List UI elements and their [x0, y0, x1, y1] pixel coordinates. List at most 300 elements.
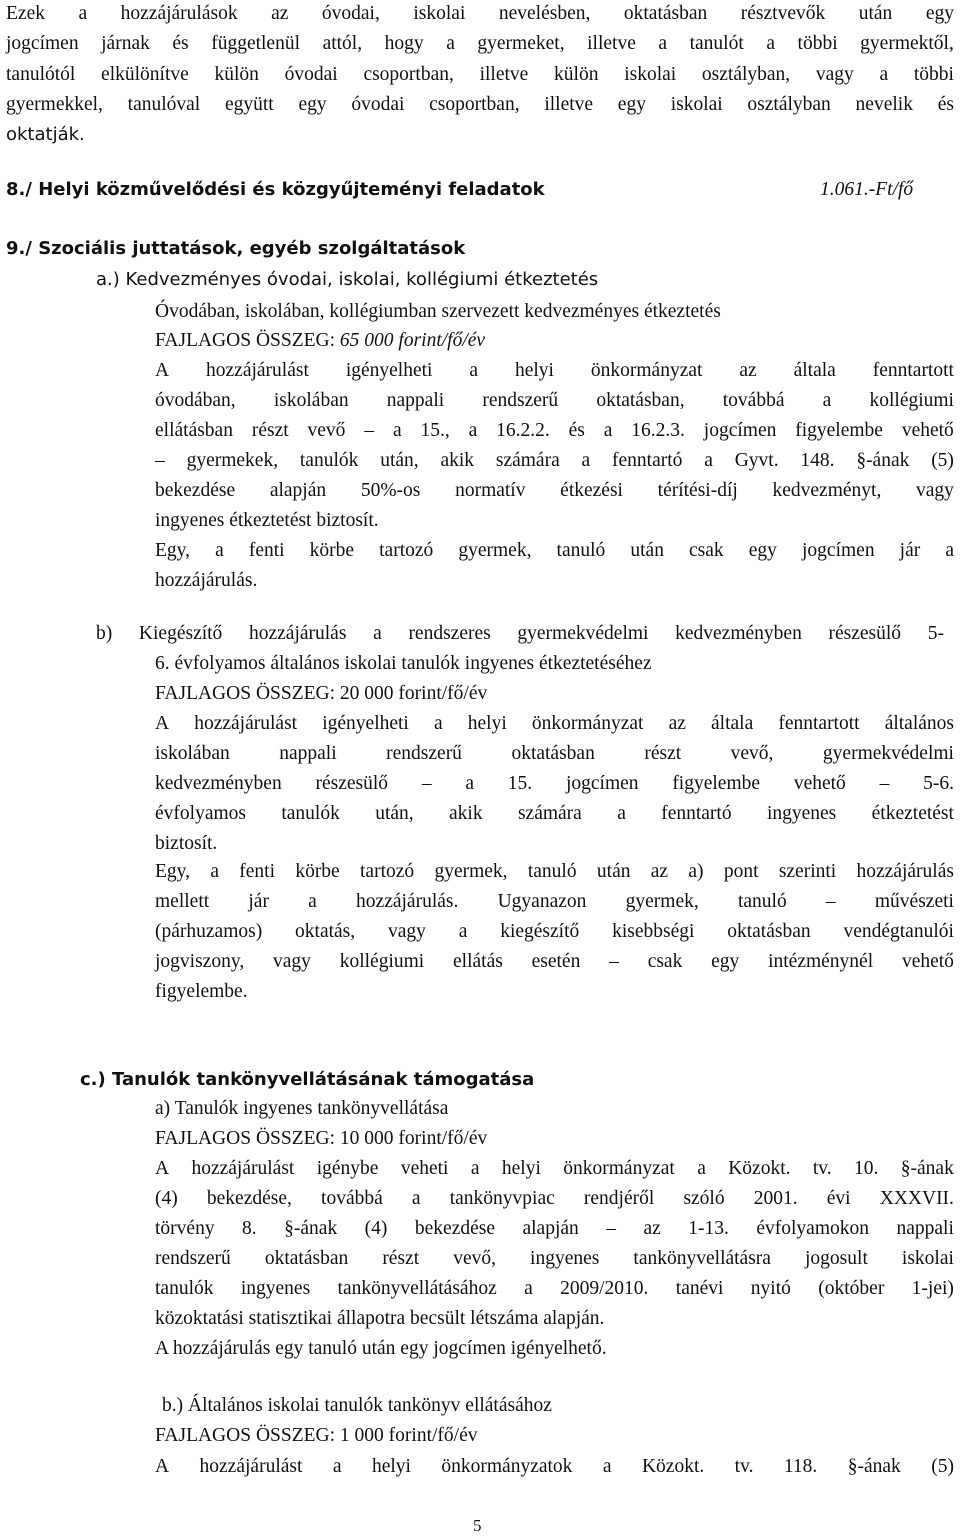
word: igénybe	[316, 1158, 379, 1179]
section-8-title: 8./ Helyi közművelődési és közgyűjteményi feladatok	[6, 179, 545, 200]
word: helyi	[371, 1456, 411, 1477]
word: a	[603, 420, 613, 441]
section-9b-para-line-10: figyelembe.	[155, 981, 248, 1002]
word: jogviszony,	[155, 951, 245, 972]
word: továbbá	[722, 390, 785, 411]
word: 5-	[927, 623, 944, 644]
word: a	[78, 3, 88, 24]
section-9a-para-line-6: ingyenes étkeztetést biztosít.	[155, 510, 379, 531]
section-9b-amount: FAJLAGOS ÖSSZEG: 20 000 forint/fő/év	[155, 683, 488, 704]
word: jár	[899, 540, 921, 561]
word: bekezdése,	[206, 1188, 292, 1209]
word: fenntartott	[872, 360, 954, 381]
word: rendszeres	[408, 623, 491, 644]
word: után	[858, 3, 893, 24]
word: esetén	[531, 951, 581, 972]
word: tartozó	[379, 540, 434, 561]
section-c-a-amount: FAJLAGOS ÖSSZEG: 10 000 forint/fő/év	[155, 1128, 488, 1149]
section-c-b-title: b.) Általános iskolai tanulók tankönyv ellátásához	[162, 1395, 552, 1416]
word: vevő	[307, 420, 346, 441]
word: (5)	[931, 1456, 954, 1477]
word: oktatásban	[511, 743, 595, 764]
word: hozzájárulás	[248, 623, 347, 644]
word: nevelésben,	[498, 3, 591, 24]
word: általános	[884, 713, 954, 734]
word: egy	[748, 540, 777, 561]
word: A	[155, 1158, 170, 1179]
word: –	[825, 891, 836, 912]
word: részt	[382, 1248, 420, 1269]
word: résztvevők	[740, 3, 826, 24]
section-9b-para-line-4	[155, 802, 954, 826]
word: tanévi	[675, 1278, 724, 1299]
section-9-title: 9./ Szociális juttatások, egyéb szolgáltatások	[6, 238, 466, 259]
word: (4)	[155, 1188, 178, 1209]
section-9b-para-line-6	[155, 860, 954, 884]
section-9a-para-line-7	[155, 539, 954, 563]
word: §-ának	[856, 450, 910, 471]
section-9a-para-line-5	[155, 479, 954, 503]
word: intézménynél	[768, 951, 874, 972]
section-8-amount: 1.061.-Ft/fő	[820, 179, 914, 200]
word: tanulótól	[6, 64, 76, 85]
word: együtt	[224, 94, 274, 115]
word: oktatásban	[264, 1248, 349, 1269]
word: 50%-os	[360, 480, 421, 501]
word: oktatásban,	[596, 390, 685, 411]
word: fenti	[239, 861, 276, 882]
section-c-b-para-line-1	[155, 1455, 954, 1479]
word: csoportban,	[429, 94, 520, 115]
section-9a-para-line-8: hozzájárulás.	[155, 570, 258, 591]
word: 16.2.3.	[631, 420, 685, 441]
word: alapján	[269, 480, 327, 501]
section-c-para-line-3	[155, 1217, 954, 1241]
word: nappali	[386, 390, 445, 411]
word: a	[373, 623, 382, 644]
word: vevő,	[730, 743, 774, 764]
word: kisebbségi	[612, 921, 695, 942]
amount-value: 65 000 forint/fő/év	[339, 330, 486, 351]
word: tankönyvellátásához	[337, 1278, 497, 1299]
word: művészeti	[874, 891, 954, 912]
word: a	[945, 540, 954, 561]
word: kiegészítő	[500, 921, 580, 942]
word: iskolai	[624, 64, 677, 85]
word: veheti	[400, 1158, 449, 1179]
word: járnak	[101, 33, 150, 54]
word: 1-13.	[688, 1218, 729, 1239]
word: 15.,	[420, 420, 450, 441]
word: §-ának	[900, 1158, 954, 1179]
section-9a-para-line-4	[155, 449, 954, 473]
intro-line-3	[6, 63, 954, 87]
word: 2001.	[753, 1188, 798, 1209]
word: évfolyamos	[155, 803, 246, 824]
word: oktatásban	[623, 3, 708, 24]
word: 118.	[783, 1456, 818, 1477]
amount-label: FAJLAGOS ÖSSZEG:	[155, 330, 336, 351]
word: a	[602, 1456, 612, 1477]
word: gyermek,	[625, 891, 699, 912]
word: illetve	[544, 94, 594, 115]
word: többi	[797, 33, 838, 54]
word: attól,	[322, 33, 363, 54]
word: vendégtanulói	[843, 921, 954, 942]
word: az	[650, 861, 669, 882]
word: után	[596, 861, 631, 882]
word: tv.	[734, 1456, 754, 1477]
word: jogosult	[805, 1248, 868, 1269]
word: gyermekvédelmi	[822, 743, 954, 764]
word: hozzájárulást	[194, 713, 298, 734]
word: fenntartó	[661, 803, 732, 824]
word: 5-6.	[923, 773, 954, 794]
word: §-ának	[284, 1218, 338, 1239]
word: ingyenes	[530, 1248, 600, 1269]
word: ellátásban	[155, 420, 233, 441]
word: egy	[617, 94, 646, 115]
word: az	[271, 3, 289, 24]
word: Ezek	[6, 3, 45, 24]
word: figyelembe	[795, 420, 883, 441]
section-c-para-line-6: közoktatási statisztikai állapotra becsült létszáma alapján.	[155, 1308, 605, 1329]
word: elkülönítve	[101, 64, 189, 85]
word: önkormányzat	[531, 713, 644, 734]
word: –	[364, 420, 375, 441]
word: pont	[723, 861, 759, 882]
word: –	[421, 773, 432, 794]
word: bekezdése	[155, 480, 236, 501]
word: jogcímen	[6, 33, 79, 54]
word: kedvezményben	[675, 623, 802, 644]
word: XXXVII.	[879, 1188, 954, 1209]
word: tanulók	[281, 803, 340, 824]
word: nappali	[896, 1218, 954, 1239]
word: 8.	[242, 1218, 257, 1239]
word: 15.	[507, 773, 533, 794]
word: osztályban,	[701, 64, 791, 85]
word: gyermekkel,	[6, 94, 103, 115]
word: hozzájárulást	[206, 360, 309, 381]
word: bekezdése	[414, 1218, 496, 1239]
word: illetve	[587, 33, 636, 54]
word: hozzájárulást	[191, 1158, 295, 1179]
word: Egy,	[155, 861, 191, 882]
word: hozzájárulás	[856, 861, 954, 882]
word: körbe	[295, 861, 340, 882]
section-c-para-line-7: A hozzájárulás egy tanuló után egy jogcímen igényelhető.	[155, 1338, 607, 1359]
word: tankönyvpiac	[449, 1188, 555, 1209]
word: Közokt.	[728, 1158, 791, 1179]
word: iskolai	[413, 3, 466, 24]
word: kollégiumi	[869, 390, 954, 411]
word: a	[697, 1158, 706, 1179]
section-9a-para-line-1	[155, 359, 954, 383]
word: általa	[793, 360, 836, 381]
section-c-title: c.) Tanulók tankönyvellátásának támogatása	[80, 1069, 535, 1090]
word: után	[630, 540, 664, 561]
word: jogcímen	[802, 540, 875, 561]
word: többi	[913, 64, 954, 85]
word: –	[609, 951, 619, 972]
word: –	[879, 773, 890, 794]
word: vagy	[387, 921, 426, 942]
word: a	[658, 33, 668, 54]
word: rendszerű	[155, 1248, 231, 1269]
word: általa	[711, 713, 754, 734]
word: A	[155, 360, 170, 381]
word: szóló	[683, 1188, 725, 1209]
word: egy	[711, 951, 740, 972]
word: tanulók	[299, 450, 359, 471]
word: akik	[449, 803, 483, 824]
intro-line-2	[6, 32, 954, 56]
word: fenntartott	[778, 713, 860, 734]
word: Gyvt.	[734, 450, 779, 471]
word: étkeztetést	[871, 803, 954, 824]
word: §-ának	[847, 1456, 901, 1477]
word: b)	[96, 623, 113, 644]
word: igényelheti	[345, 360, 433, 381]
word: a	[332, 1456, 342, 1477]
word: tartozó	[360, 861, 415, 882]
word: részesülő	[315, 773, 389, 794]
word: a	[469, 360, 479, 381]
word: rendszerű	[386, 743, 462, 764]
word: az	[643, 1218, 661, 1239]
word: az	[739, 360, 757, 381]
word: óvodában,	[155, 390, 236, 411]
word: óvodai,	[321, 3, 380, 24]
word: rendszerű	[482, 390, 559, 411]
word: 2009/2010.	[560, 1278, 649, 1299]
word: 148.	[800, 450, 835, 471]
section-9b-para-line-3	[155, 772, 954, 796]
word: helyi	[514, 360, 554, 381]
word: iskolában	[273, 390, 349, 411]
word: ingyenes	[240, 1278, 311, 1299]
word: –	[155, 450, 165, 471]
word: a	[581, 450, 591, 471]
word: nevelik	[855, 94, 913, 115]
word: fenntartó	[612, 450, 683, 471]
section-c-para-line-5	[155, 1277, 954, 1301]
word: vagy	[916, 480, 954, 501]
word: a	[392, 420, 402, 441]
word: jogcímen	[703, 420, 777, 441]
word: gyermekvédelmi	[517, 623, 649, 644]
word: nappali	[279, 743, 337, 764]
word: számára	[495, 450, 560, 471]
word: a	[470, 1158, 480, 1179]
word: törvény	[155, 1218, 215, 1239]
intro-line-1	[6, 2, 954, 26]
word: 1-jei)	[911, 1278, 954, 1299]
word: ingyenes	[766, 803, 837, 824]
section-9b-para-line-1	[155, 712, 954, 736]
word: kollégiumi	[339, 951, 425, 972]
section-9b-title-line-2: 6. évfolyamos általános iskolai tanulók ingyenes étkeztetéséhez	[155, 653, 652, 674]
word: a	[433, 713, 443, 734]
word: gyermekek,	[186, 450, 279, 471]
word: vehető	[901, 420, 954, 441]
word: jogcímen	[565, 773, 639, 794]
word: oktatásban	[727, 921, 811, 942]
word: önkormányzatok	[441, 1456, 573, 1477]
word: részt	[644, 743, 682, 764]
word: a	[446, 33, 455, 54]
word: gyermek,	[434, 861, 508, 882]
section-9b-para-line-2	[155, 742, 954, 766]
page-number: 5	[473, 1516, 482, 1535]
word: Egy,	[155, 540, 191, 561]
word: a	[210, 861, 219, 882]
word: vagy	[273, 951, 311, 972]
word: térítési-díj	[657, 480, 738, 501]
word: Közokt.	[641, 1456, 705, 1477]
word: helyi	[467, 713, 507, 734]
word: gyermek,	[458, 540, 532, 561]
word: egy	[298, 94, 327, 115]
word: alapján	[522, 1218, 579, 1239]
word: a	[458, 921, 468, 942]
word: egy	[925, 3, 954, 24]
word: iskolában	[155, 743, 230, 764]
word: és	[568, 420, 585, 441]
section-9b-para-line-9	[155, 950, 954, 974]
section-9b-title-line-1	[96, 622, 944, 646]
section-c-a-title: a) Tanulók ingyenes tankönyvellátása	[155, 1098, 449, 1119]
word: (október	[818, 1278, 885, 1299]
intro-line-5: oktatják.	[6, 124, 85, 145]
word: továbbá	[321, 1188, 383, 1209]
word: kedvezményben	[155, 773, 282, 794]
section-9b-para-line-7	[155, 890, 954, 914]
word: önkormányzat	[563, 1158, 675, 1179]
word: nyitó	[750, 1278, 791, 1299]
word: tanulóval	[127, 94, 201, 115]
word: évfolyamokon	[756, 1218, 869, 1239]
word: hozzájárulások	[120, 3, 238, 24]
word: igényelheti	[322, 713, 409, 734]
word: körbe	[309, 540, 355, 561]
word: a	[617, 803, 626, 824]
word: rendjéről	[583, 1188, 655, 1209]
word: Kiegészítő	[138, 623, 223, 644]
word: Ugyanazon	[497, 891, 587, 912]
word: csak	[689, 540, 724, 561]
word: helyi	[501, 1158, 541, 1179]
intro-line-4	[6, 93, 954, 117]
word: a	[879, 64, 889, 85]
word: akik	[440, 450, 475, 471]
word: iskolai	[670, 94, 723, 115]
word: 10.	[854, 1158, 879, 1179]
word: külön	[554, 64, 599, 85]
word: gyermektől,	[860, 33, 954, 54]
word: 16.2.2.	[496, 420, 550, 441]
section-9a-para-line-2	[155, 389, 954, 413]
word: kedvezményt,	[772, 480, 882, 501]
section-c-para-line-1	[155, 1157, 954, 1181]
word: (5)	[931, 450, 954, 471]
word: normatív	[455, 480, 526, 501]
word: hozzájárulást	[199, 1456, 303, 1477]
section-9a-para-line-3	[155, 419, 954, 443]
word: étkezési	[560, 480, 623, 501]
word: óvodai	[284, 64, 338, 85]
word: figyelembe	[672, 773, 761, 794]
word: hogy	[384, 33, 424, 54]
word: gyermeket,	[477, 33, 565, 54]
word: ellátás	[453, 951, 503, 972]
word: a	[308, 891, 317, 912]
word: a	[468, 420, 478, 441]
section-9a-title: a.) Kedvezményes óvodai, iskolai, kollégiumi étkeztetés	[96, 269, 599, 290]
section-c-para-line-2	[155, 1187, 954, 1211]
word: a	[766, 33, 775, 54]
word: jár	[248, 891, 269, 912]
word: –	[606, 1218, 617, 1239]
section-9b-para-line-8	[155, 920, 954, 944]
word: illetve	[479, 64, 529, 85]
word: szerinti	[778, 861, 837, 882]
word: (4)	[364, 1218, 388, 1239]
section-9b-para-line-5: biztosít.	[155, 833, 218, 854]
word: (párhuzamos)	[155, 921, 263, 942]
word: a	[215, 540, 224, 561]
word: számára	[517, 803, 582, 824]
word: a	[524, 1278, 533, 1299]
word: a)	[688, 861, 704, 882]
word: után,	[375, 803, 414, 824]
word: tanulót	[689, 33, 744, 54]
word: tanuló	[527, 861, 577, 882]
word: az	[668, 713, 686, 734]
word: óvodai	[351, 94, 405, 115]
word: évi	[826, 1188, 851, 1209]
word: a	[411, 1188, 421, 1209]
word: A	[155, 713, 170, 734]
word: részesülő	[828, 623, 902, 644]
word: önkormányzat	[590, 360, 703, 381]
word: hozzájárulás.	[356, 891, 459, 912]
word: a	[465, 773, 475, 794]
word: tanulók	[155, 1278, 214, 1299]
word: tankönyvellátásra	[633, 1248, 771, 1269]
section-c-para-line-4	[155, 1247, 954, 1271]
word: vehető	[901, 951, 954, 972]
word: oktatás,	[295, 921, 356, 942]
word: és	[172, 33, 189, 54]
word: csoportban,	[363, 64, 454, 85]
word: és	[937, 94, 954, 115]
section-9a-amount	[155, 329, 485, 353]
word: fenti	[248, 540, 285, 561]
section-c-b-amount: FAJLAGOS ÖSSZEG: 1 000 forint/fő/év	[155, 1425, 478, 1446]
word: csak	[647, 951, 683, 972]
word: részt	[251, 420, 289, 441]
word: a	[704, 450, 713, 471]
word: iskolai	[901, 1248, 954, 1269]
section-9a-subtitle: Óvodában, iskolában, kollégiumban szervezett kedvezményes étkeztetés	[155, 301, 721, 322]
word: vehető	[793, 773, 846, 794]
word: osztályban	[747, 94, 831, 115]
word: vagy	[815, 64, 854, 85]
word: tanuló	[737, 891, 787, 912]
word: A	[155, 1456, 170, 1477]
